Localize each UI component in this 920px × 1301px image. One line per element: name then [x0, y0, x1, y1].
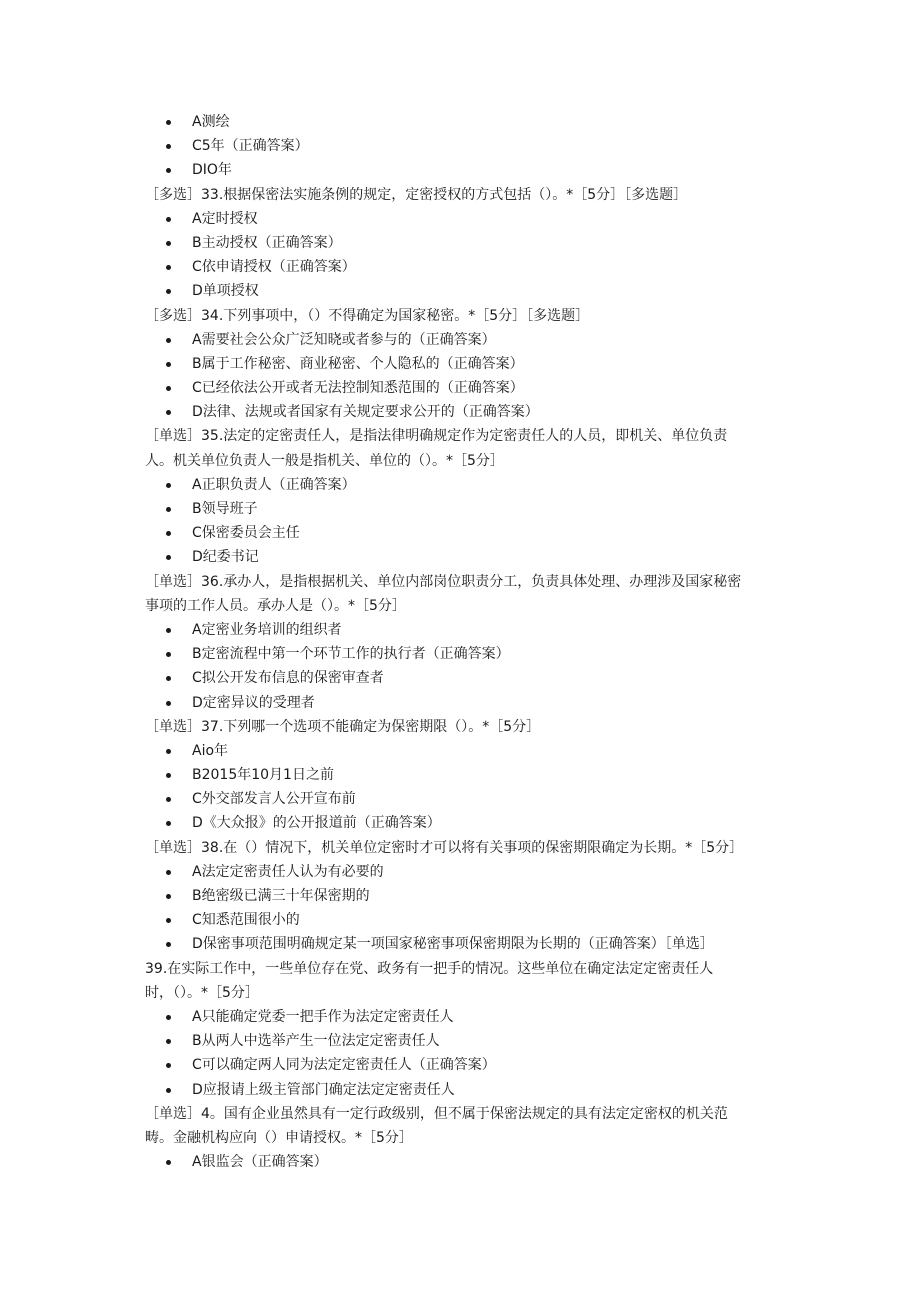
- answer-option: [0, 811, 920, 835]
- option-label: A只能确定党委一把手作为法定定密责任人: [192, 1008, 454, 1025]
- question-text: [0, 836, 920, 860]
- option-label: A定时授权: [192, 210, 258, 227]
- answer-option: [0, 545, 920, 569]
- answer-option: [0, 473, 920, 497]
- option-label: B绝密级已满三十年保密期的: [192, 888, 370, 904]
- answer-option: [0, 618, 920, 642]
- question-label: 畴。金融机构应向（）申请授权。*［5分］: [145, 1129, 413, 1146]
- bullet-icon: [166, 555, 171, 560]
- option-label: D单项授权: [192, 283, 259, 300]
- option-label: D应报请上级主管部门确定法定定密责任人: [192, 1081, 455, 1098]
- bullet-icon: [166, 628, 171, 633]
- option-label: C5年（正确答案）: [192, 138, 309, 155]
- option-label: A银监会（正确答案）: [192, 1154, 328, 1171]
- answer-option: [0, 521, 920, 545]
- bullet-icon: [166, 894, 171, 899]
- answer-option: [0, 787, 920, 811]
- answer-option: [0, 255, 920, 279]
- question-text: [0, 570, 920, 594]
- question-text: [0, 1126, 920, 1150]
- answer-option: [0, 497, 920, 521]
- answer-option: [0, 352, 920, 376]
- bullet-icon: [166, 942, 171, 947]
- question-text: [0, 304, 920, 328]
- option-label: B属于工作秘密、商业秘密、个人隐私的（正确答案）: [192, 355, 524, 372]
- answer-option: [0, 691, 920, 715]
- answer-option: [0, 739, 920, 763]
- question-text: [0, 981, 920, 1005]
- answer-option: [0, 666, 920, 690]
- bullet-icon: [166, 241, 171, 246]
- question-text: [0, 449, 920, 473]
- question-label: 事项的工作人员。承办人是（）。*［5分］: [145, 597, 406, 614]
- bullet-icon: [166, 144, 171, 149]
- option-label: B领导班子: [192, 501, 258, 517]
- bullet-icon: [166, 749, 171, 754]
- bullet-icon: [166, 1039, 171, 1044]
- option-label: A法定定密责任人认为有必要的: [192, 863, 384, 880]
- option-label: C外交部发言人公开宣布前: [192, 791, 356, 808]
- answer-option: [0, 400, 920, 424]
- option-label: C已经依法公开或者无法控制知悉范围的（正确答案）: [192, 380, 524, 397]
- option-label: B定密流程中第一个环节工作的执行者（正确答案）: [192, 646, 510, 663]
- answer-option: [0, 884, 920, 908]
- bullet-icon: [166, 870, 171, 875]
- question-text: [0, 957, 920, 981]
- answer-option: [0, 134, 920, 158]
- question-label: ［多选］34.下列事项中，（）不得确定为国家秘密。*［5分］［多选题］: [145, 307, 590, 324]
- question-label: ［单选］38.在（）情况下，机关单位定密时才可以将有关事项的保密期限确定为长期。*［5分］: [145, 839, 744, 856]
- answer-option: [0, 1150, 920, 1174]
- bullet-icon: [166, 120, 171, 125]
- option-label: D《大众报》的公开报道前（正确答案）: [192, 815, 441, 832]
- option-label: A需要社会公众广泛知晓或者参与的（正确答案）: [192, 331, 496, 348]
- bullet-icon: [166, 265, 171, 270]
- bullet-icon: [166, 217, 171, 222]
- option-label: C拟公开发布信息的保密审查者: [192, 670, 384, 687]
- option-label: D法律、法规或者国家有关规定要求公开的（正确答案）: [192, 404, 539, 421]
- option-label: C可以确定两人同为法定定密责任人（正确答案）: [192, 1057, 496, 1074]
- answer-option: [0, 328, 920, 352]
- option-label: C知悉范围很小的: [192, 912, 300, 929]
- bullet-icon: [166, 1015, 171, 1020]
- question-label: 39.在实际工作中，一些单位存在党、政务有一把手的情况。这些单位在确定法定定密责任人: [145, 960, 714, 977]
- document-body: [0, 110, 920, 1174]
- answer-option: [0, 908, 920, 932]
- answer-option: [0, 763, 920, 787]
- option-label: DIO年: [192, 162, 232, 179]
- question-text: [0, 715, 920, 739]
- option-label: A测绘: [192, 114, 230, 130]
- answer-option: [0, 1078, 920, 1102]
- option-label: D纪委书记: [192, 549, 259, 566]
- option-label: A正职负责人（正确答案）: [192, 476, 356, 493]
- answer-option: [0, 860, 920, 884]
- question-text: [0, 424, 920, 448]
- answer-option: [0, 1053, 920, 1077]
- bullet-icon: [166, 676, 171, 681]
- answer-option: [0, 642, 920, 666]
- bullet-icon: [166, 652, 171, 657]
- option-label: A定密业务培训的组织者: [192, 621, 342, 638]
- bullet-icon: [166, 701, 171, 706]
- bullet-icon: [166, 531, 171, 536]
- answer-option: [0, 1029, 920, 1053]
- answer-option: [0, 376, 920, 400]
- bullet-icon: [166, 1160, 171, 1165]
- bullet-icon: [166, 797, 171, 802]
- bullet-icon: [166, 507, 171, 512]
- question-text: [0, 183, 920, 207]
- bullet-icon: [166, 918, 171, 923]
- bullet-icon: [166, 773, 171, 778]
- bullet-icon: [166, 289, 171, 294]
- answer-option: [0, 279, 920, 303]
- option-label: Aio年: [192, 742, 229, 759]
- answer-option: [0, 158, 920, 182]
- question-label: ［单选］36.承办人，是指根据机关、单位内部岗位职责分工，负责具体处理、办理涉及国家秘密: [145, 573, 742, 590]
- bullet-icon: [166, 362, 171, 367]
- bullet-icon: [166, 168, 171, 173]
- question-label: 人。机关单位负责人一般是指机关、单位的（）。*［5分］: [145, 452, 504, 469]
- option-label: B2015年10月1日之前: [192, 767, 334, 784]
- option-label: C依申请授权（正确答案）: [192, 259, 356, 276]
- bullet-icon: [166, 483, 171, 488]
- question-text: [0, 1102, 920, 1126]
- bullet-icon: [166, 386, 171, 391]
- question-text: [0, 594, 920, 618]
- question-label: ［多选］33.根据保密法实施条例的规定，定密授权的方式包括（）。*［5分］［多选题］: [145, 186, 688, 203]
- answer-option: [0, 231, 920, 255]
- option-label: D保密事项范围明确规定某一项国家秘密事项保密期限为长期的（正确答案）［单选］: [192, 936, 714, 953]
- bullet-icon: [166, 410, 171, 415]
- answer-option: [0, 1005, 920, 1029]
- question-label: ［单选］37.下列哪一个选项不能确定为保密期限（）。*［5分］: [145, 718, 541, 735]
- bullet-icon: [166, 1063, 171, 1068]
- bullet-icon: [166, 1088, 171, 1093]
- bullet-icon: [166, 821, 171, 826]
- option-label: D定密异议的受理者: [192, 694, 315, 711]
- answer-option: [0, 110, 920, 134]
- option-label: C保密委员会主任: [192, 525, 300, 542]
- question-label: 时，（）。*［5分］: [145, 984, 259, 1001]
- answer-option: [0, 207, 920, 231]
- answer-option: [0, 932, 920, 956]
- option-label: B主动授权（正确答案）: [192, 234, 342, 251]
- question-label: ［单选］35.法定的定密责任人，是指法律明确规定作为定密责任人的人员，即机关、单位负责: [145, 428, 728, 445]
- bullet-icon: [166, 338, 171, 343]
- question-label: ［单选］4。国有企业虽然具有一定行政级别，但不属于保密法规定的具有法定定密权的机关范: [145, 1105, 728, 1122]
- option-label: B从两人中选举产生一位法定定密责任人: [192, 1033, 440, 1050]
